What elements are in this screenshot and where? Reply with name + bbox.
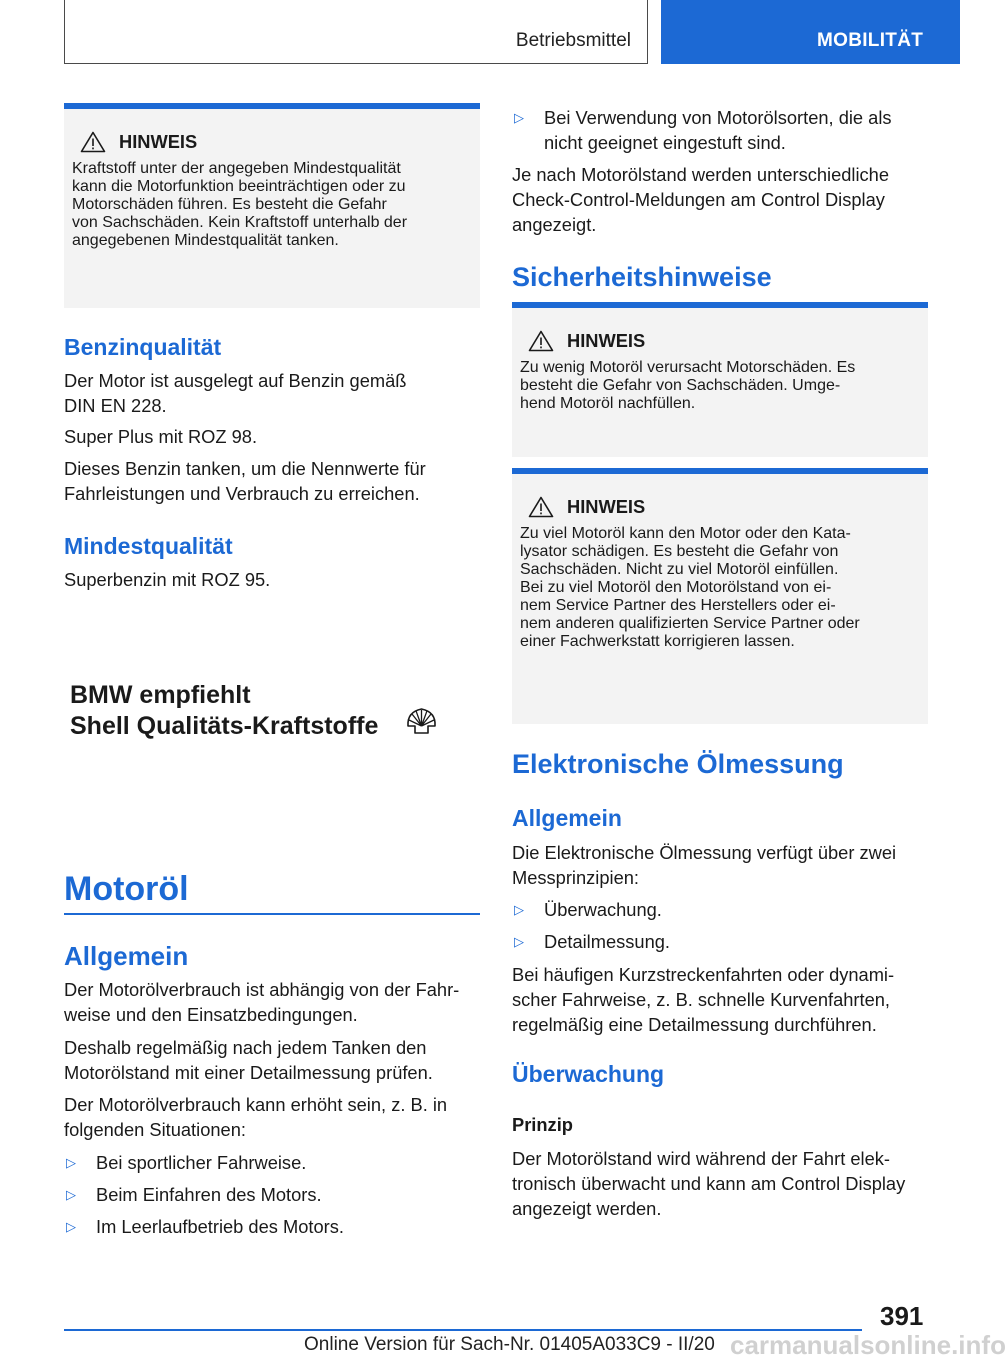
text-line: Super Plus mit ROZ 98. xyxy=(64,426,258,447)
notice-line: nem Service Partner des Herstellers oder ei- xyxy=(520,597,836,614)
text-line: angezeigt werden. xyxy=(512,1198,662,1219)
text-line: Der Motorölstand wird während der Fahrt elek- xyxy=(512,1148,890,1169)
notice-too-much-oil xyxy=(512,468,928,724)
notice-too-little-oil xyxy=(512,302,928,457)
text-line: angezeigt. xyxy=(512,214,597,235)
notice-line: angegebenen Mindestqualität tanken. xyxy=(72,232,339,249)
right-top-paragraph xyxy=(512,162,928,237)
warning-icon xyxy=(528,496,554,518)
text-line: Check-Control-Meldungen am Control Display xyxy=(512,189,885,210)
elektronisch-bullet-list xyxy=(512,897,928,954)
text-line: Superbenzin mit ROZ 95. xyxy=(64,569,271,590)
heading-mindestqualitaet: Mindestqualität xyxy=(64,533,233,559)
notice-body xyxy=(72,160,472,250)
notice-body xyxy=(520,525,920,651)
notice-header xyxy=(520,494,920,520)
warning-icon xyxy=(80,131,106,153)
notice-line: lysator schädigen. Es besteht die Gefahr von xyxy=(520,543,839,560)
text-line: Motorölstand mit einer Detailmessung prüfen. xyxy=(64,1062,433,1083)
footer-version-text: Online Version für Sach-Nr. 01405A033C9 - II/20 xyxy=(304,1334,715,1355)
text-line: weise und den Einsatzbedingungen. xyxy=(64,1004,358,1025)
text-line: Der Motorölverbrauch ist abhängig von der Fahr- xyxy=(64,979,460,1000)
text-line: Der Motor ist ausgelegt auf Benzin gemäß xyxy=(64,370,407,391)
notice-line: hend Motoröl nachfüllen. xyxy=(520,395,696,412)
notice-line: Zu wenig Motoröl verursacht Motorschäden. Es xyxy=(520,359,856,376)
bullet-triangle-icon: ▷ xyxy=(514,902,524,917)
heading-sicherheitshinweise: Sicherheitshinweise xyxy=(512,262,772,292)
shell-logo-icon xyxy=(405,706,438,736)
notice-line: Zu viel Motoröl kann den Motor oder den Kata- xyxy=(520,525,851,542)
notice-title: HINWEIS xyxy=(567,330,646,351)
text-line: Die Elektronische Ölmessung verfügt über zwei xyxy=(512,842,897,863)
motoroel-paragraph-2 xyxy=(64,1035,480,1085)
notice-line: kann die Motorfunktion beeinträchtigen oder zu xyxy=(72,178,406,195)
list-item xyxy=(64,1150,480,1175)
notice-line: nem anderen qualifizierten Service Partner oder xyxy=(520,615,860,632)
header-section-title: Betriebsmittel xyxy=(515,30,631,51)
notice-line: besteht die Gefahr von Sachschäden. Umge- xyxy=(520,377,841,394)
right-top-bullet xyxy=(512,105,928,155)
text-line: folgenden Situationen: xyxy=(64,1119,246,1140)
notice-line: einer Fachwerkstatt korrigieren lassen. xyxy=(520,633,795,650)
notice-header xyxy=(520,328,920,354)
list-item-text: Bei sportlicher Fahrweise. xyxy=(96,1152,307,1173)
text-line: Dieses Benzin tanken, um die Nennwerte für xyxy=(64,458,426,479)
page-number: 391 xyxy=(880,1301,924,1331)
text-line: DIN EN 228. xyxy=(64,395,167,416)
heading-benzinqualitaet: Benzinqualität xyxy=(64,334,222,360)
notice-line: Sachschäden. Nicht zu viel Motoröl einfüllen. xyxy=(520,561,839,578)
shell-line-2: Shell Qualitäts-Kraftstoffe xyxy=(70,712,379,740)
heading-elektronische-oelmessung: Elektronische Ölmessung xyxy=(512,749,844,779)
notice-line: Bei zu viel Motoröl den Motorölstand von ei- xyxy=(520,579,832,596)
heading-allgemein-left: Allgemein xyxy=(64,941,189,971)
list-item-text: Detailmessung. xyxy=(544,931,670,952)
text-line: nicht geeignet eingestuft sind. xyxy=(544,132,786,153)
bullet-triangle-icon: ▷ xyxy=(514,110,524,125)
motoroel-paragraph-3 xyxy=(64,1092,480,1142)
warning-icon xyxy=(528,330,554,352)
bullet-triangle-icon: ▷ xyxy=(66,1155,76,1170)
heading-rule xyxy=(64,913,480,915)
list-item-text: Überwachung. xyxy=(544,899,662,920)
mindest-paragraph xyxy=(64,567,480,592)
notice-line: Kraftstoff unter der angegeben Mindestqualität xyxy=(72,160,401,177)
bullet-triangle-icon: ▷ xyxy=(66,1187,76,1202)
text-line: regelmäßig eine Detailmessung durchführen. xyxy=(512,1014,877,1035)
list-item-text xyxy=(544,105,892,155)
text-line: scher Fahrweise, z. B. schnelle Kurvenfahrten, xyxy=(512,989,890,1010)
text-line: Der Motorölverbrauch kann erhöht sein, z. B. in xyxy=(64,1094,448,1115)
shell-recommendation xyxy=(70,680,378,742)
notice-body xyxy=(520,359,920,413)
list-item xyxy=(512,897,928,922)
heading-motoroel: Motoröl xyxy=(64,870,189,908)
list-item xyxy=(64,1182,480,1207)
list-item xyxy=(512,105,928,155)
list-item xyxy=(64,1214,480,1239)
list-item-text: Beim Einfahren des Motors. xyxy=(96,1184,322,1205)
notice-header xyxy=(72,129,472,155)
shell-line-1: BMW empfiehlt xyxy=(70,681,251,709)
motoroel-bullet-list xyxy=(64,1150,480,1239)
text-line: Fahrleistungen und Verbrauch zu erreichen. xyxy=(64,483,420,504)
notice-fuel-quality xyxy=(64,103,480,308)
text-line: tronisch überwacht und kann am Control Display xyxy=(512,1173,906,1194)
notice-line: Motorschäden führen. Es besteht die Gefahr xyxy=(72,196,387,213)
heading-allgemein-right: Allgemein xyxy=(512,805,622,831)
text-line: Bei häufigen Kurzstreckenfahrten oder dynami- xyxy=(512,964,895,985)
heading-prinzip: Prinzip xyxy=(512,1114,573,1135)
heading-ueberwachung: Überwachung xyxy=(512,1061,665,1087)
notice-title: HINWEIS xyxy=(567,496,646,517)
list-item-text: Im Leerlaufbetrieb des Motors. xyxy=(96,1216,344,1237)
elektronisch-paragraph-1 xyxy=(512,840,928,890)
bullet-triangle-icon: ▷ xyxy=(514,934,524,949)
list-item xyxy=(512,929,928,954)
notice-title: HINWEIS xyxy=(119,131,198,152)
motoroel-paragraph-1 xyxy=(64,977,480,1027)
watermark: carmanualsonline.info xyxy=(730,1330,1006,1360)
benzin-paragraph-3 xyxy=(64,456,480,506)
bullet-triangle-icon: ▷ xyxy=(66,1219,76,1234)
elektronisch-paragraph-2 xyxy=(512,962,928,1037)
benzin-paragraph-2 xyxy=(64,424,480,449)
text-line: Bei Verwendung von Motorölsorten, die als xyxy=(544,107,892,128)
ueberwachung-paragraph xyxy=(512,1146,928,1221)
notice-line: von Sachschäden. Kein Kraftstoff unterhalb der xyxy=(72,214,408,231)
header-box xyxy=(64,0,648,64)
text-line: Je nach Motorölstand werden unterschiedliche xyxy=(512,164,890,185)
text-line: Messprinzipien: xyxy=(512,867,640,888)
header-tab-mobilitaet[interactable]: MOBILITÄT xyxy=(661,0,960,64)
text-line: Deshalb regelmäßig nach jedem Tanken den xyxy=(64,1037,427,1058)
benzin-paragraph-1 xyxy=(64,368,480,418)
